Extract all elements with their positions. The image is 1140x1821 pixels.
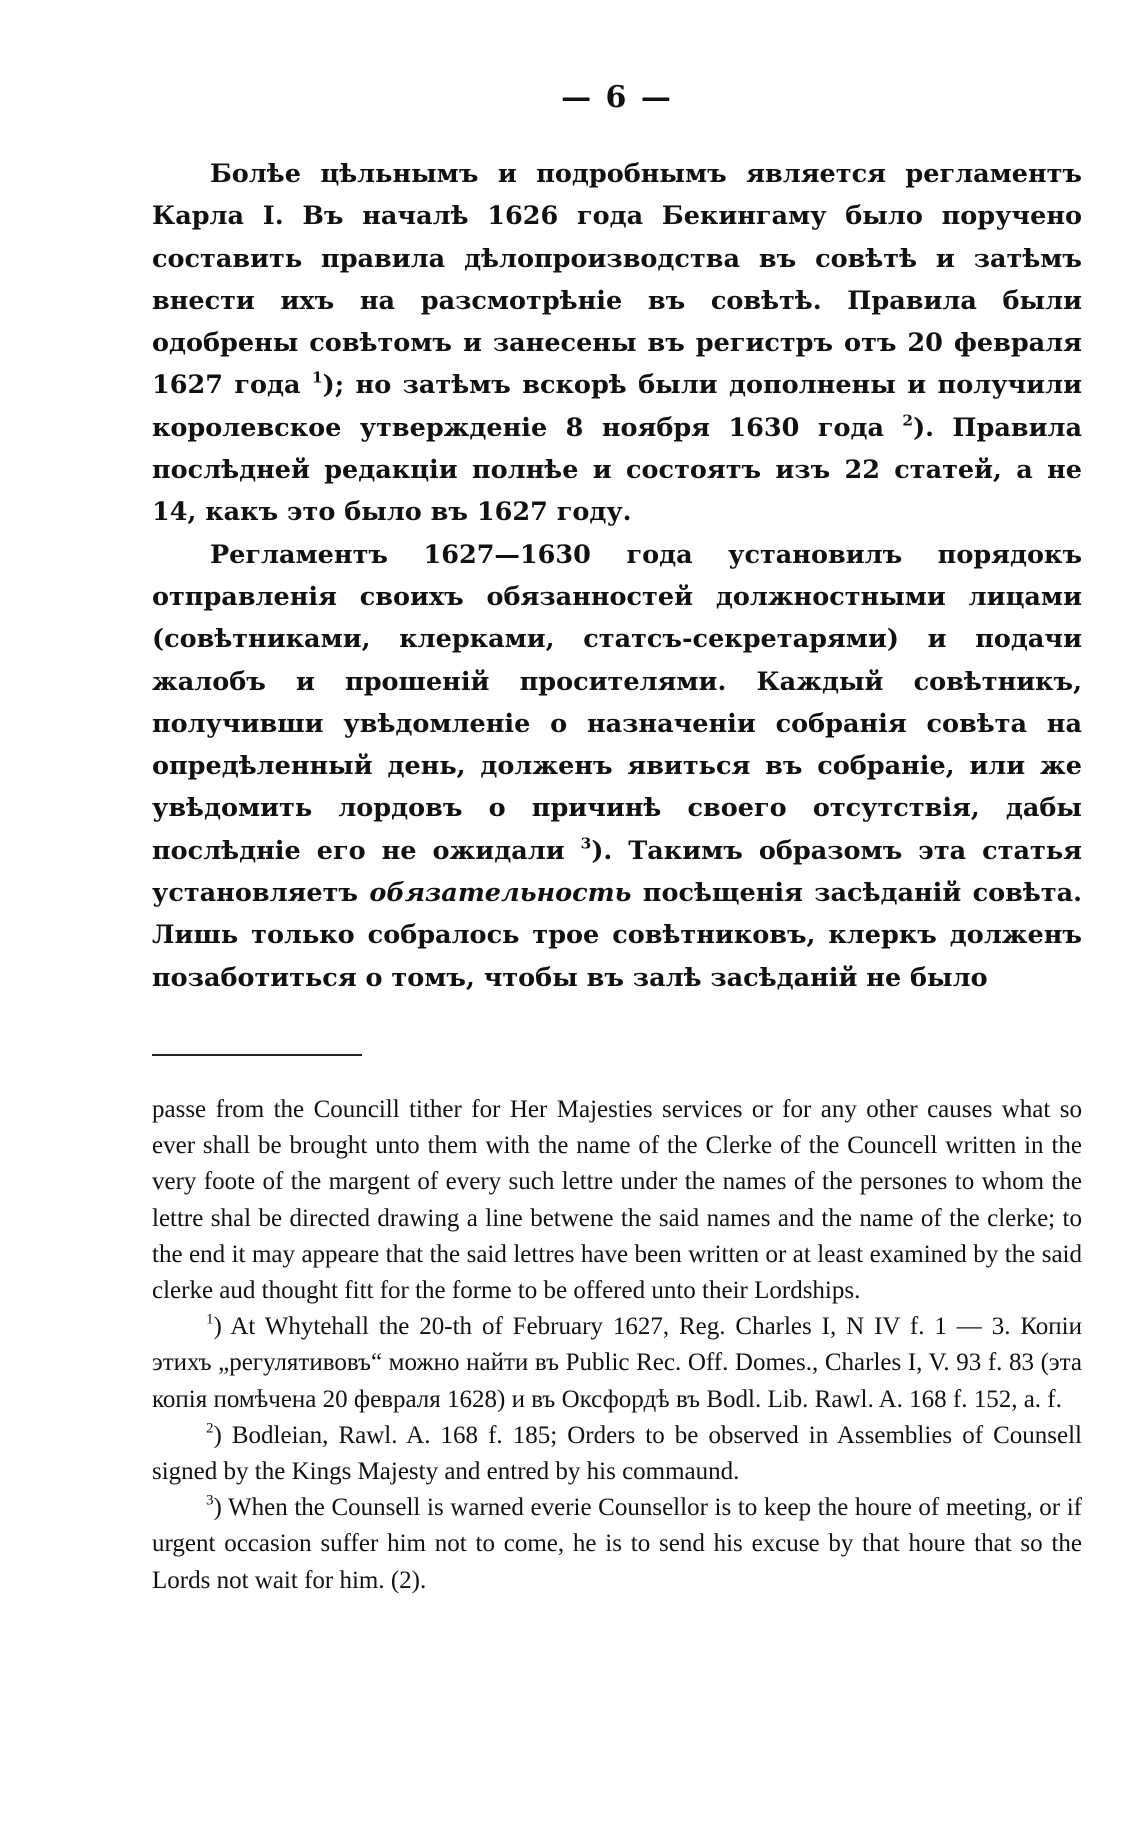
paragraph-2-part-1: Регламентъ 1627—1630 года установилъ порядокъ отправленія своихъ обязанностей должностными лицами (совѣтниками, клерками, статсъ-секретарями) и подачи жалобъ и прошеній просителями. Каждый совѣтникъ, получивши увѣдомленіе о назначеніи собранія совѣта на опредѣленный день, долженъ явиться въ собраніе, или же увѣдомить лордовъ о причинѣ своего отсутствія, дабы послѣдніе его не ожидали xyxy=(152,539,1082,866)
footnote-1-mark: 1 xyxy=(206,1311,214,1328)
footnote-1-text: ) At Whytehall the 20-th of February 1627, Reg. Charles I, N IV f. 1 — 3. Копіи этихъ „регулятивовъ“ можно найти въ Public Rec. Off. Domes., Charles I, V. 93 f. 83 (эта копія помѣчена 20 февраля 1628) и въ Оксфордѣ въ Bodl. Lib. Rawl. A. 168 f. 152, a. f. xyxy=(152,1313,1082,1413)
footnote-divider xyxy=(152,1054,362,1056)
paragraph-2 xyxy=(152,534,1082,999)
paragraph-2-part-3: посѣщенія засѣданій совѣта. Лишь только собралось трое совѣтниковъ, клеркъ долженъ позаботиться о томъ, чтобы въ залѣ засѣданій не было xyxy=(152,878,1082,993)
footnotes xyxy=(152,1092,1082,1599)
paragraph-1-part-1: Болѣе цѣльнымъ и подробнымъ является регламентъ Карла I. Въ началѣ 1626 года Бекингаму было поручено составить правила дѣлопроизводства въ совѣтѣ и затѣмъ внести ихъ на разсмотрѣніе въ совѣтѣ. Правила были одобрены совѣтомъ и занесены въ регистръ отъ 20 февраля 1627 года xyxy=(152,159,1082,401)
footnote-2 xyxy=(152,1418,1082,1490)
footnote-2-mark: 2 xyxy=(206,1420,214,1437)
footnote-3 xyxy=(152,1490,1082,1599)
footnote-ref-1: 1 xyxy=(311,368,323,387)
footnote-ref-2: 2 xyxy=(902,411,914,430)
footnote-3-mark: 3 xyxy=(206,1492,214,1509)
footnote-3-text: ) When the Counsell is warned everie Counsellor is to keep the houre of meeting, or if urgent occasion suffer him not to come, he is to send his excuse by that houre that so the Lords not wait for him. (2). xyxy=(152,1494,1082,1594)
book-page xyxy=(152,80,1082,1599)
footnote-ref-3: 3 xyxy=(580,834,592,853)
paragraph-1 xyxy=(152,153,1082,534)
footnote-2-text: ) Bodleian, Rawl. A. 168 f. 185; Orders to be observed in Assemblies of Counsell signed by the Kings Majesty and entred by his commaund. xyxy=(152,1421,1082,1485)
emphasis-obligation: обязательность xyxy=(369,878,632,909)
main-text xyxy=(152,153,1082,999)
footnote-continuation: passe from the Councill tither for Her Majesties services or for any other causes what so ever shall be brought unto them with the name of the Clerke of the Councell written in the very foote of the margent of every such lettre under the names of the persones to whom the lettre shal be directed drawing a line betwene the said names and the name of the clerke; to the end it may appeare that the said lettres have been written or at least examined by the said clerke aud thought fitt for the forme to be offered unto their Lordships. xyxy=(152,1095,1082,1304)
paragraph-1-part-2: ); но затѣмъ вскорѣ были дополнены и получили королевское утвержденіе 8 ноября 1630 года xyxy=(152,370,1082,443)
paragraph-2-part-2: ). Такимъ образомъ эта статья установляетъ xyxy=(152,835,1082,909)
page-number: — 6 — xyxy=(561,80,673,115)
footnote-1 xyxy=(152,1309,1082,1418)
paragraph-1-part-3: ). Правила послѣдней редакціи полнѣе и состоятъ изъ 22 статей, а не 14, какъ это было въ 1627 году. xyxy=(152,412,1082,528)
